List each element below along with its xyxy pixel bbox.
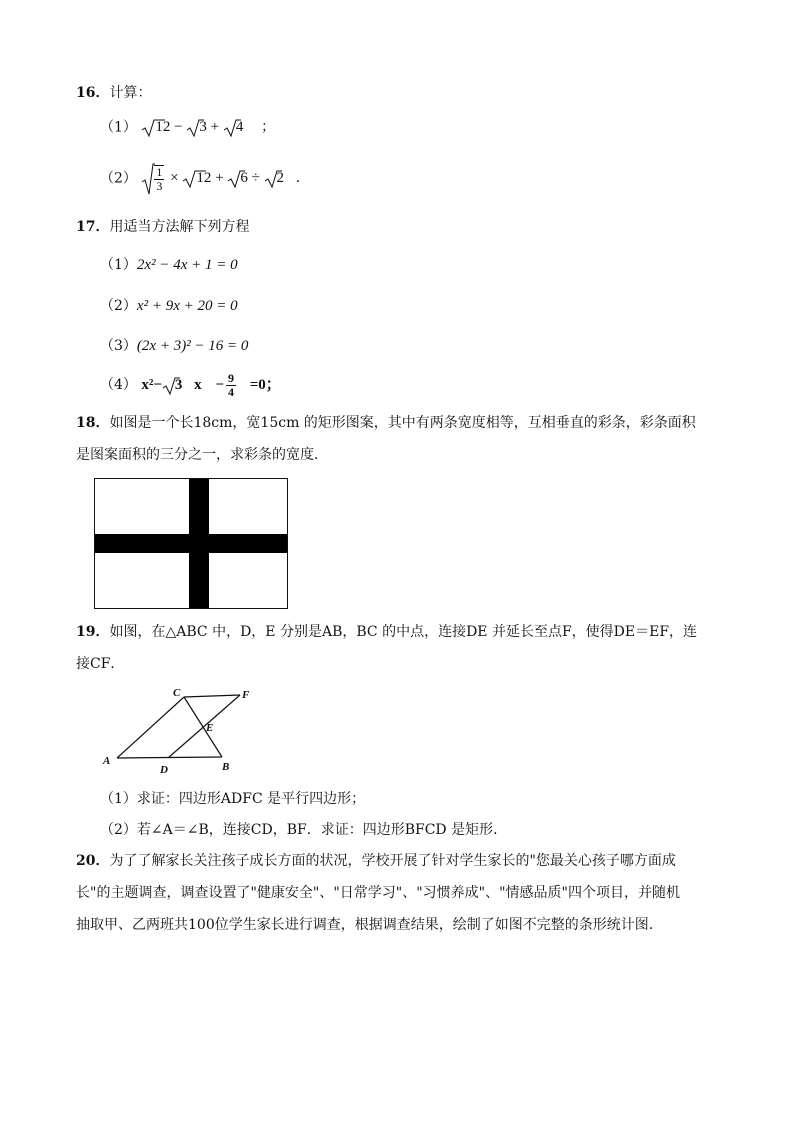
plus-sign: + bbox=[215, 170, 224, 187]
q18-text-line1: 如图是一个长18cm，宽15cm 的矩形图案，其中有两条宽度相等，互相垂直的彩条，彩条面积 bbox=[109, 415, 696, 431]
q17-part4-label: （4） bbox=[100, 376, 137, 393]
q16-number: 16． bbox=[76, 85, 110, 101]
q17-part3-equation: (2x + 3)² − 16 = 0 bbox=[136, 338, 249, 354]
q20-line3: 抽取甲、乙两班共100位学生家长进行调查，根据调查结果，绘制了如图不完整的条形统计图． bbox=[76, 917, 663, 933]
q17-part3-label: （3） bbox=[100, 338, 137, 354]
q17-part2 bbox=[100, 297, 238, 315]
q18-rectangle-figure bbox=[94, 478, 289, 610]
q16-part1-label: （1） bbox=[100, 119, 137, 136]
fraction-denominator: 4 bbox=[227, 385, 234, 399]
q19-line1 bbox=[76, 623, 697, 641]
label-C: C bbox=[173, 687, 181, 699]
q17-title: 用适当方法解下列方程 bbox=[109, 219, 250, 235]
q19-text-line1: 如图，在△ABC 中，D，E 分别是AB，BC 的中点，连接DE 并延长至点F，使得DE＝EF，连 bbox=[109, 624, 698, 640]
q17-part3 bbox=[100, 337, 248, 355]
minus-sign: − bbox=[215, 376, 224, 393]
q19-part2: （2）若∠A＝∠B，连接CD，BF．求证：四边形BFCD 是矩形． bbox=[100, 822, 508, 838]
times-sign: × bbox=[170, 170, 179, 187]
q16-title: 计算： bbox=[109, 85, 152, 101]
fraction-nine-fourths bbox=[226, 372, 236, 399]
radicand-3: 3 bbox=[199, 119, 207, 136]
radicand-12: 12 bbox=[196, 170, 212, 187]
segment-DF bbox=[168, 695, 240, 758]
q18-line2: 是图案面积的三分之一，求彩条的宽度． bbox=[76, 447, 328, 463]
q18-number: 18． bbox=[76, 415, 110, 431]
minus-sign: − bbox=[174, 119, 183, 136]
radicand-12: 12 bbox=[155, 119, 171, 136]
fraction-one-third bbox=[154, 165, 164, 193]
q16-part2-tail: . bbox=[295, 170, 301, 187]
segment-AC bbox=[117, 697, 184, 758]
q17-part4 bbox=[100, 372, 281, 406]
label-A: A bbox=[103, 755, 111, 767]
label-D: D bbox=[160, 764, 168, 776]
label-F: F bbox=[242, 689, 250, 701]
horizontal-stripe bbox=[95, 534, 287, 553]
sqrt-symbol bbox=[141, 162, 155, 196]
q19-geometry-figure bbox=[100, 684, 270, 780]
q19-number: 19． bbox=[76, 624, 110, 640]
q20-line2: 长"的主题调查，调查设置了"健康安全"、"日常学习"、"习惯养成"、"情感品质"四个项目，并随机 bbox=[76, 885, 680, 901]
q16-part2-label: （2） bbox=[100, 170, 137, 187]
q17-part1-equation: 2x² − 4x + 1 = 0 bbox=[136, 257, 238, 273]
fraction-numerator: 1 bbox=[156, 165, 163, 179]
q16-heading bbox=[76, 84, 151, 102]
fraction-denominator: 3 bbox=[156, 179, 163, 193]
q16-part1-tail: ； bbox=[261, 119, 276, 136]
radicand-6: 6 bbox=[240, 170, 248, 187]
segment-CF bbox=[184, 695, 240, 697]
q17-number: 17． bbox=[76, 219, 110, 235]
divide-sign: ÷ bbox=[251, 170, 260, 187]
variable-x: x bbox=[194, 376, 202, 393]
q17-part1 bbox=[100, 256, 238, 274]
q19-part1: （1）求证：四边形ADFC 是平行四边形； bbox=[100, 791, 366, 807]
fraction-numerator: 9 bbox=[227, 371, 234, 385]
x-squared-minus: x²− bbox=[141, 376, 162, 393]
q20-text-line1: 为了了解家长关注孩子成长方面的状况，学校开展了针对学生家长的"您最关心孩子哪方面成 bbox=[109, 853, 676, 869]
label-B: B bbox=[222, 761, 230, 773]
radicand-2: 2 bbox=[276, 170, 285, 187]
q19-line2: 接CF． bbox=[76, 656, 125, 672]
q20-line1 bbox=[76, 852, 676, 870]
q18-line1 bbox=[76, 414, 696, 432]
q16-part1 bbox=[100, 118, 275, 138]
equals-zero: =0； bbox=[249, 376, 281, 393]
q16-part2 bbox=[100, 162, 300, 196]
q17-heading bbox=[76, 218, 249, 236]
q17-part2-label: （2） bbox=[100, 298, 137, 314]
q16-part1-expression bbox=[141, 119, 247, 135]
q17-part2-equation: x² + 9x + 20 = 0 bbox=[136, 298, 238, 314]
q20-number: 20． bbox=[76, 853, 110, 869]
radicand-3: 3 bbox=[174, 376, 183, 393]
q16-part2-expression bbox=[141, 165, 287, 193]
q17-part4-equation bbox=[141, 371, 281, 399]
label-E: E bbox=[206, 722, 214, 734]
q17-part1-label: （1） bbox=[100, 257, 137, 273]
radicand-4: 4 bbox=[235, 119, 244, 136]
plus-sign: + bbox=[210, 119, 220, 136]
